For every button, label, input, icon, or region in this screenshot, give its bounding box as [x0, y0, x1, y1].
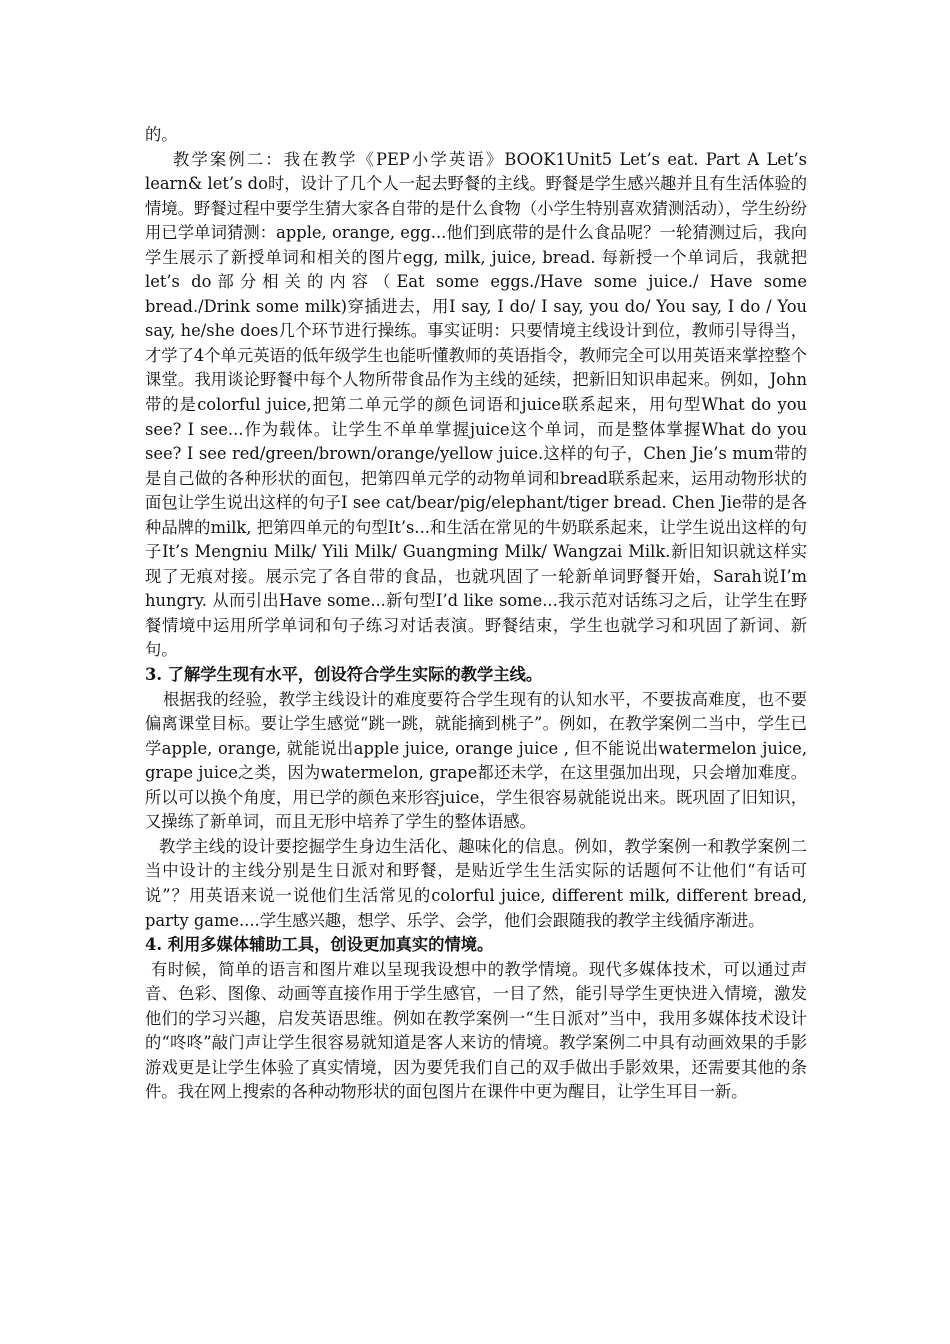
paragraph-teaching-case-two: 教学案例二：我在教学《PEP小学英语》BOOK1Unit5 Let’s eat. Part A Let’s learn& let’s do时，设计了几个人一起去野餐的主线。野餐是学生感兴趣并且有生活体验的情境。野餐过程中要学生猜大家各自带的是什么食物（小学生特别喜欢猜测活动），学生纷纷用已学单词猜测：apple, orange, egg...他们到底带的是什么食品呢？一轮猜测过后，我向学生展示了新授单词和相关的图片egg, milk, juice, bread. 每新授一个单词后，我就把let’s do部分相关的内容（Eat some eggs./Have some juice./ Have some bread./Drink some milk)穿插进去，用I say, I do/ I say, you do/ You say, I do / You say, he/she does几个环节进行操练。事实证明：只要情境主线设计到位，教师引导得当，才学了4个单元英语的低年级学生也能听懂教师的英语指令，教师完全可以用英语来掌控整个课堂。我用谈论野餐中每个人物所带食品作为主线的延续，把新旧知识串起来。例如，John带的是colorful juice,把第二单元学的颜色词语和juice联系起来，用句型What do you see? I see...作为载体。让学生不单单掌握juice这个单词，而是整体掌握What do you see? I see red/green/brown/orange/yellow juice.这样的句子，Chen Jie’s mum带的是自己做的各种形状的面包，把第四单元学的动物单词和bread联系起来，运用动物形状的面包让学生说出这样的句子I see cat/bear/pig/elephant/tiger bread. Chen Jie带的是各种品牌的milk, 把第四单元的句型It’s...和生活在常见的牛奶联系起来，让学生说出这样的句子It’s Mengniu Milk/ Yili Milk/ Guangming Milk/ Wangzai Milk.新旧知识就这样实现了无痕对接。展示完了各自带的食品，也就巩固了一轮新单词野餐开始，Sarah说I’m hungry. 从而引出Have some...新句型I’d like some...我示范对话练习之后，让学生在野餐情境中运用所学单词和句子练习对话表演。野餐结束，学生也就学习和巩固了新词、新句。 — [145, 149, 807, 660]
section-heading-4: 4. 利用多媒体辅助工具，创设更加真实的情境。 — [145, 935, 494, 955]
section-heading-3: 3. 了解学生现有水平，创设符合学生实际的教学主线。 — [145, 665, 543, 685]
paragraph-multimedia: 有时候，简单的语言和图片难以呈现我设想中的教学情境。现代多媒体技术，可以通过声音、色彩、图像、动画等直接作用于学生感官，一目了然，能引导学生更快进入情境，激发他们的学习兴趣，启发英语思维。例如在教学案例一“生日派对”当中，我用多媒体技术设计的“咚咚”敲门声让学生很容易就知道是客人来访的情境。教学案例二中具有动画效果的手影游戏更是让学生体验了真实情境，因为要凭我们自己的双手做出手影效果，还需要其他的条件。我在网上搜索的各种动物形状的面包图片在课件中更为醒目，让学生耳目一新。 — [145, 959, 807, 1102]
paragraph-continuation: 的。 — [145, 125, 178, 144]
document-page — [145, 123, 807, 1105]
paragraph-student-level: 根据我的经验，教学主线设计的难度要符合学生现有的认知水平，不要拔高难度，也不要偏离课堂目标。要让学生感觉“跳一跳，就能摘到桃子”。例如，在教学案例二当中，学生已学apple, orange, 就能说出apple juice, orange juice , 但不能说出watermelon juice, grape juice之类，因为watermelon, grape都还未学，在这里强加出现，只会增加难度。所以可以换个角度，用已学的颜色来形容juice，学生很容易就能说出来。既巩固了旧知识，又操练了新单词，而且无形中培养了学生的整体语感。 — [145, 689, 807, 832]
paragraph-life-topics: 教学主线的设计要挖掘学生身边生活化、趣味化的信息。例如，教学案例一和教学案例二当中设计的主线分别是生日派对和野餐，是贴近学生生活实际的话题何不让他们“有话可说”？用英语来说一说他们生活常见的colorful juice, different milk, different bread, party game....学生感兴趣，想学、乐学、会学，他们会跟随我的教学主线循序渐进。 — [145, 836, 807, 930]
